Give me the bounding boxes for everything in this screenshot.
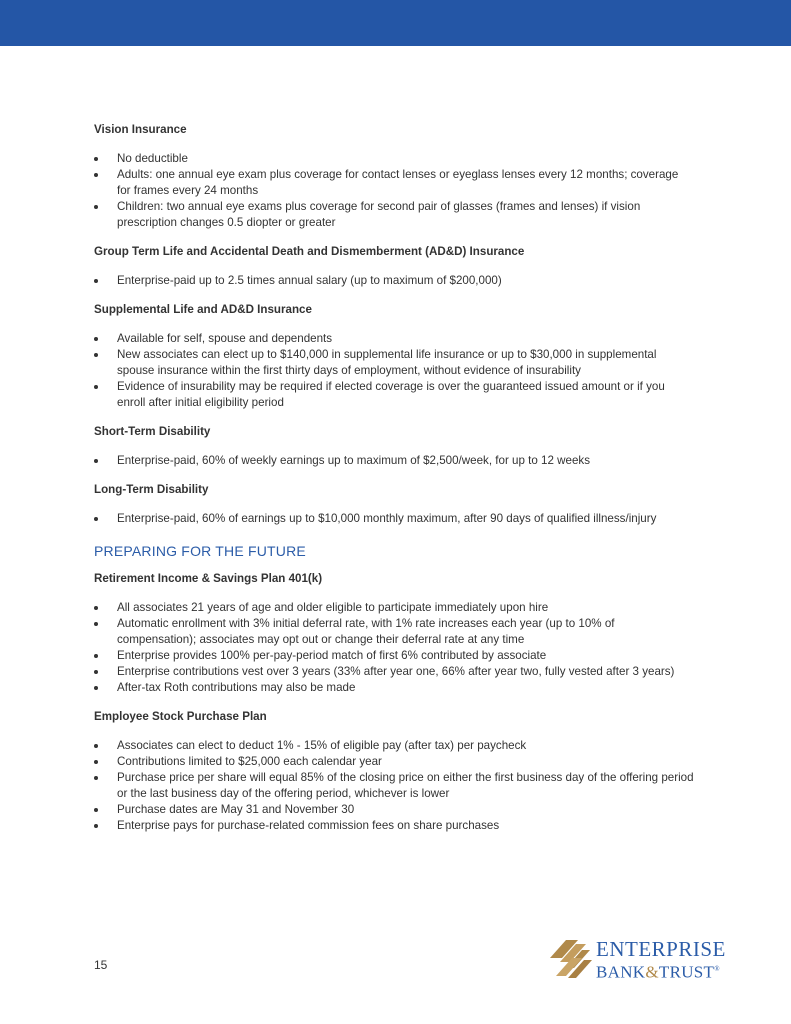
section-title-espp: Employee Stock Purchase Plan bbox=[94, 710, 267, 723]
section-title-supplemental-life: Supplemental Life and AD&D Insurance bbox=[94, 303, 312, 316]
logo-registered: ® bbox=[714, 965, 720, 973]
section-title-short-term-disability: Short-Term Disability bbox=[94, 425, 211, 438]
list-espp bbox=[94, 738, 694, 834]
logo-text-line2 bbox=[596, 959, 720, 983]
list-item: Enterprise provides 100% per-pay-period match of first 6% contributed by associate bbox=[94, 648, 694, 664]
list-group-life bbox=[94, 273, 694, 289]
list-item: Children: two annual eye exams plus coverage for second pair of glasses (frames and lenses) if vision prescription changes 0.5 diopter or greater bbox=[94, 199, 694, 231]
logo-trust: TRUST bbox=[658, 962, 715, 982]
list-item: Adults: one annual eye exam plus coverage for contact lenses or eyeglass lenses every 12 months; coverage for frames every 24 months bbox=[94, 167, 694, 199]
list-item: Available for self, spouse and dependents bbox=[94, 331, 694, 347]
page-number: 15 bbox=[94, 958, 108, 972]
header-band bbox=[0, 0, 791, 46]
section-heading-future: PREPARING FOR THE FUTURE bbox=[94, 543, 306, 559]
list-item: Contributions limited to $25,000 each calendar year bbox=[94, 754, 694, 770]
enterprise-logo bbox=[548, 938, 738, 980]
logo-stripes-icon bbox=[548, 938, 592, 978]
logo-bank: BANK bbox=[596, 962, 646, 982]
list-item: New associates can elect up to $140,000 in supplemental life insurance or up to $30,000 in supplemental spouse insurance within the first thirty days of employment, without evidence of insurability bbox=[94, 347, 694, 379]
list-long-term-disability bbox=[94, 511, 694, 527]
list-item: After-tax Roth contributions may also be made bbox=[94, 680, 694, 696]
list-item: Enterprise pays for purchase-related commission fees on share purchases bbox=[94, 818, 694, 834]
list-item: Purchase dates are May 31 and November 30 bbox=[94, 802, 694, 818]
list-item: All associates 21 years of age and older eligible to participate immediately upon hire bbox=[94, 600, 694, 616]
list-item: Purchase price per share will equal 85% of the closing price on either the first business day of the offering period or the last business day of the offering period, whichever is lower bbox=[94, 770, 694, 802]
list-supplemental-life bbox=[94, 331, 694, 411]
list-item: Enterprise-paid, 60% of earnings up to $10,000 monthly maximum, after 90 days of qualified illness/injury bbox=[94, 511, 694, 527]
list-item: Automatic enrollment with 3% initial deferral rate, with 1% rate increases each year (up to 10% of compensation); associates may opt out or change their deferral rate at any time bbox=[94, 616, 694, 648]
section-title-vision: Vision Insurance bbox=[94, 123, 187, 136]
list-item: Enterprise-paid up to 2.5 times annual salary (up to maximum of $200,000) bbox=[94, 273, 694, 289]
section-title-long-term-disability: Long-Term Disability bbox=[94, 483, 209, 496]
section-title-retirement: Retirement Income & Savings Plan 401(k) bbox=[94, 572, 323, 585]
logo-text-line1: ENTERPRISE bbox=[596, 937, 726, 961]
list-short-term-disability bbox=[94, 453, 694, 469]
list-item: Evidence of insurability may be required if elected coverage is over the guaranteed issued amount or if you enroll after initial eligibility period bbox=[94, 379, 694, 411]
list-vision bbox=[94, 151, 694, 231]
logo-ampersand: & bbox=[645, 962, 659, 982]
section-title-group-life: Group Term Life and Accidental Death and Dismemberment (AD&D) Insurance bbox=[94, 245, 525, 258]
document-body bbox=[94, 122, 694, 834]
list-retirement bbox=[94, 600, 694, 696]
list-item: Enterprise-paid, 60% of weekly earnings up to maximum of $2,500/week, for up to 12 weeks bbox=[94, 453, 694, 469]
list-item: Associates can elect to deduct 1% - 15% of eligible pay (after tax) per paycheck bbox=[94, 738, 694, 754]
list-item: No deductible bbox=[94, 151, 694, 167]
list-item: Enterprise contributions vest over 3 years (33% after year one, 66% after year two, fully vested after 3 years) bbox=[94, 664, 694, 680]
